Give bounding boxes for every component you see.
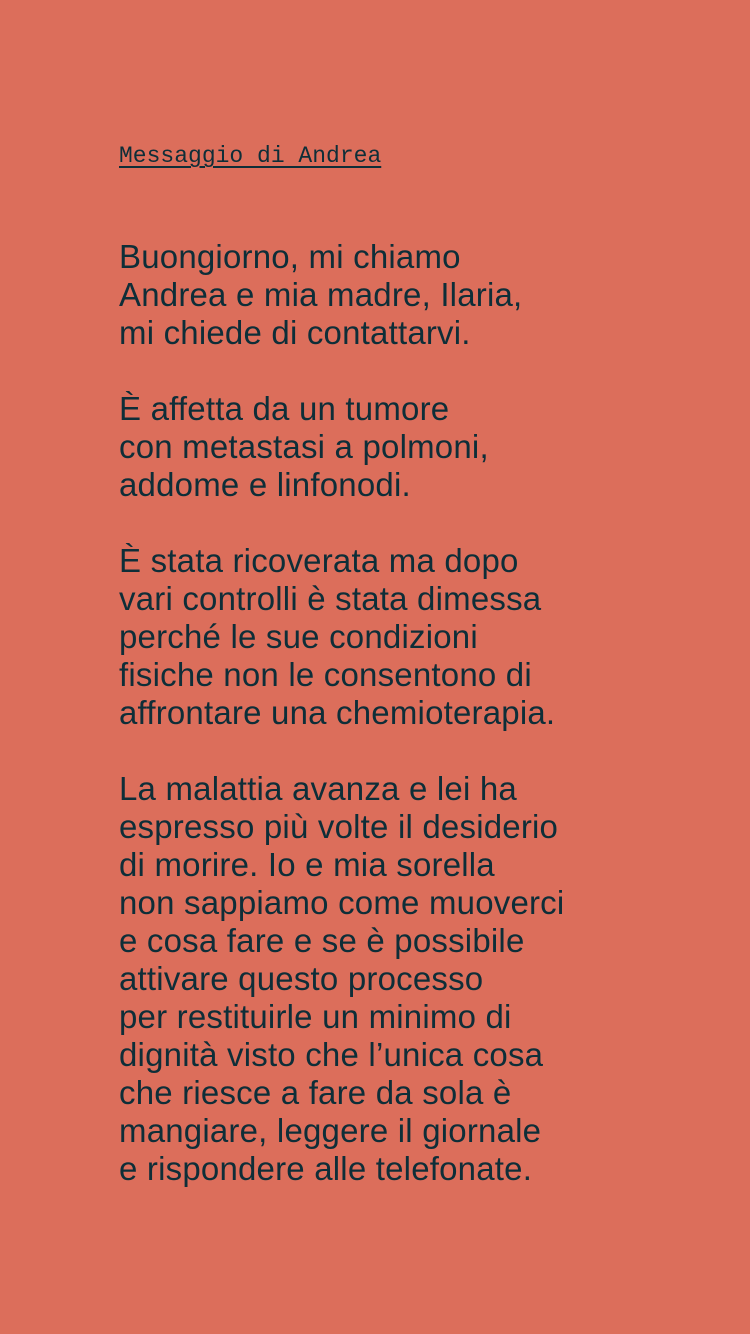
message-line: Andrea e mia madre, Ilaria, (119, 276, 523, 313)
message-line: È stata ricoverata ma dopo (119, 542, 519, 579)
message-paragraph (119, 238, 564, 352)
message-line: che riesce a fare da sola è (119, 1074, 512, 1111)
message-line: affrontare una chemioterapia. (119, 694, 556, 731)
message-line: di morire. Io e mia sorella (119, 846, 495, 883)
message-line: e cosa fare e se è possibile (119, 922, 525, 959)
message-line: mi chiede di contattarvi. (119, 314, 471, 351)
message-line: È affetta da un tumore (119, 390, 450, 427)
message-line: con metastasi a polmoni, (119, 428, 489, 465)
message-body (119, 238, 564, 1226)
message-line: La malattia avanza e lei ha (119, 770, 517, 807)
message-line: mangiare, leggere il giornale (119, 1112, 542, 1149)
message-line: fisiche non le consentono di (119, 656, 532, 693)
message-line: attivare questo processo (119, 960, 484, 997)
message-paragraph (119, 390, 564, 504)
message-line: vari controlli è stata dimessa (119, 580, 542, 617)
message-author-link[interactable]: Messaggio di Andrea (119, 143, 382, 169)
message-line: e rispondere alle telefonate. (119, 1150, 533, 1187)
message-line: non sappiamo come muoverci (119, 884, 565, 921)
message-paragraph (119, 542, 564, 732)
message-paragraph (119, 770, 564, 1188)
message-line: per restituirle un minimo di (119, 998, 512, 1035)
message-line: Buongiorno, mi chiamo (119, 238, 461, 275)
message-line: perché le sue condizioni (119, 618, 478, 655)
message-line: dignità visto che l’unica cosa (119, 1036, 544, 1073)
message-line: espresso più volte il desiderio (119, 808, 559, 845)
message-line: addome e linfonodi. (119, 466, 411, 503)
